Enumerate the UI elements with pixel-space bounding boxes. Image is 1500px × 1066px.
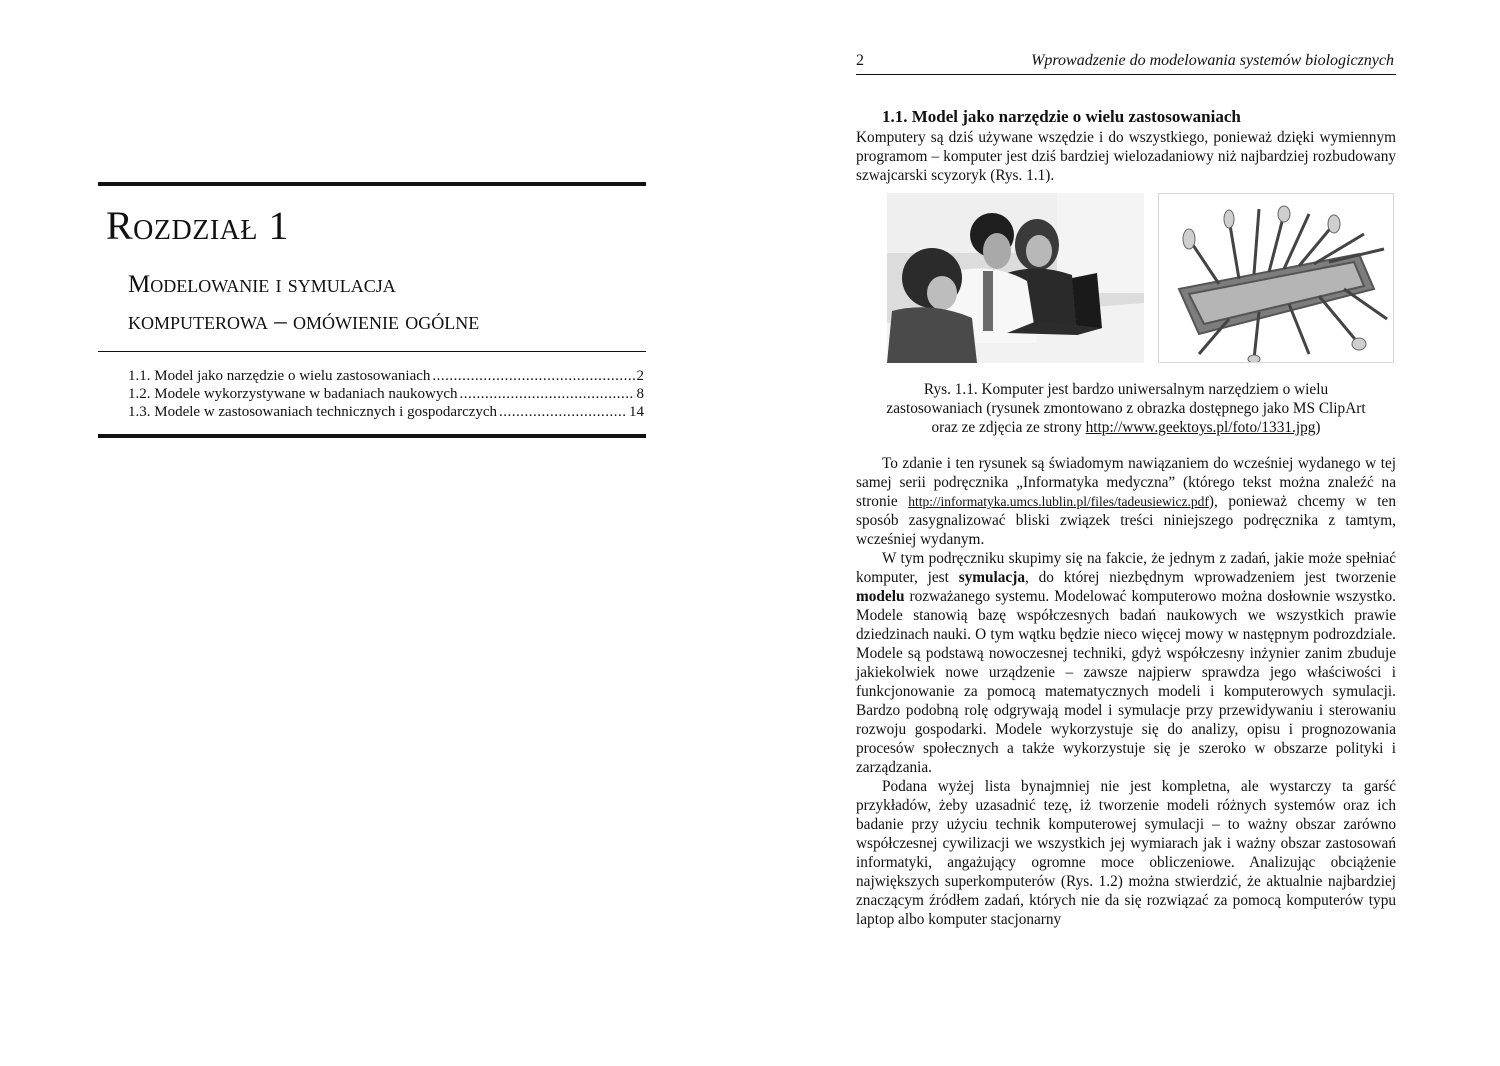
toc-leader-dots — [432, 367, 634, 385]
figure-caption — [856, 380, 1396, 437]
chapter-title-line1: Modelowanie i symulacja — [128, 271, 396, 298]
page-number: 2 — [856, 52, 864, 69]
toc-entry-label: 1.1. Model jako narzędzie o wielu zastosowaniach — [128, 368, 431, 384]
paragraph-text: ), ponieważ chcemy w ten sposób zasygnalizować bliski związek treści niniejszego podręcznika z tamtym, wcześniej wydanym. — [856, 493, 1396, 548]
paragraph-text: To zdanie i ten rysunek są świadomym nawiązaniem do wcześniej wydanego w tej samej serii podręcznika „Informatyka medyczna” (którego tekst można znaleźć na stronie — [856, 455, 1396, 510]
paragraph — [856, 549, 1396, 777]
intro-paragraph — [856, 128, 1396, 185]
bold-term-symulacja: symulacja — [958, 569, 1025, 586]
paragraph: Podana wyżej lista bynajmniej nie jest kompletna, ale wystarczy ta garść przykładów, żeby uzasadnić tezę, iż tworzenie modeli różnych systemów oraz ich badanie przy użyciu technik komputerowej symulacji – to ważny obszar zarówno współczesnej cywilizacji we wszystkich jej wymiarach jak i ważny obszar zastosowań informatyki, angażujący ogromne moce obliczeniowe. Analizując obciążenie największych superkomputerów (Rys. 1.2) można stwierdzić, że aktualnie najbardziej znaczącym źródłem zadań, których nie da się rozwiązać za pomocą komputerów typu laptop albo komputer stacjonarny — [856, 778, 1396, 928]
chapter-top-rule — [98, 182, 646, 186]
toc-entry-label: 1.2. Modele wykorzystywane w badaniach naukowych — [128, 386, 458, 402]
bold-term-modelu: modelu — [856, 588, 905, 605]
intro-text: Komputery są dziś używane wszędzie i do wszystkiego, ponieważ dzięki wymiennym programom – komputer jest dziś bardziej wielozadaniowy niż najbardziej rozbudowany szwajcarski scyzoryk (Rys. 1.1). — [856, 129, 1396, 184]
toc-entry[interactable] — [128, 367, 644, 385]
caption-line: zastosowaniach (rysunek zmontowano z obrazka dostępnego jako MS ClipArt — [886, 400, 1366, 417]
toc-entry-page: 2 — [636, 368, 644, 384]
toc-leader-dots — [460, 385, 635, 403]
caption-text: oraz ze zdjęcia ze strony — [931, 419, 1086, 436]
toc-entry-page: 8 — [636, 386, 644, 402]
table-of-contents — [128, 367, 644, 421]
chapter-label: Rozdział 1 — [106, 203, 289, 248]
caption-text: ) — [1315, 419, 1321, 436]
caption-line — [856, 418, 1396, 437]
right-page — [750, 0, 1500, 1066]
chapter-bottom-rule — [98, 434, 646, 438]
caption-line: Rys. 1.1. Komputer jest bardzo uniwersalnym narzędziem o wielu — [923, 381, 1329, 398]
running-header — [856, 52, 1396, 75]
chapter-title-line2: komputerowa – omówienie ogólne — [128, 308, 480, 335]
section-heading: 1.1. Model jako narzędzie o wielu zastosowaniach — [882, 107, 1241, 126]
paragraph-text: W tym podręczniku skupimy się na fakcie, że jednym z zadań, jakie może spełniać komputer, jest — [856, 550, 1396, 586]
paragraph-text: rozważanego systemu. Modelować komputerowo można dosłownie wszystko. Modele stanowią bazę współczesnych badań naukowych we wszystkich prawie dziedzinach nauki. O tym wątku będzie nieco więcej mowy w następnym podrozdziale. Modele są podstawą nowoczesnej techniki, gdyż współczesny inżynier zanim zbuduje jakiekolwiek nowe urządzenie – zawsze najpierw sprawdza jego właściwości i funkcjonowanie za pomocą matematycznych modeli i komputerowych symulacji. Bardzo podobną rolę odgrywają model i symulacje przy przewidywaniu i sterowaniu rozwoju gospodarki. Modele wykorzystuje się do analizy, opisu i prognozowania procesów społecznych a także wykorzystuje się je szeroko w obszarze polityki i zarządzania. — [856, 588, 1396, 776]
toc-top-rule — [98, 351, 646, 352]
body-text — [856, 454, 1396, 929]
toc-entry-page: 14 — [629, 404, 644, 420]
paragraph — [856, 454, 1396, 549]
people-laptop-photo — [887, 193, 1144, 363]
swiss-knife-illustration — [1158, 193, 1394, 363]
geektoys-link[interactable]: http://www.geektoys.pl/foto/1331.jpg — [1085, 419, 1316, 436]
paragraph-text: , do której niezbędnym wprowadzeniem jest tworzenie — [1024, 569, 1396, 586]
toc-leader-dots — [499, 403, 627, 421]
running-title: Wprowadzenie do modelowania systemów biologicznych — [1031, 52, 1394, 69]
chapter-title — [128, 266, 638, 340]
toc-entry[interactable] — [128, 385, 644, 403]
informatyka-pdf-link[interactable]: http://informatyka.umcs.lublin.pl/files/tadeusiewicz.pdf — [908, 494, 1209, 509]
toc-entry-label: 1.3. Modele w zastosowaniach technicznych i gospodarczych — [128, 404, 498, 420]
toc-entry[interactable] — [128, 403, 644, 421]
